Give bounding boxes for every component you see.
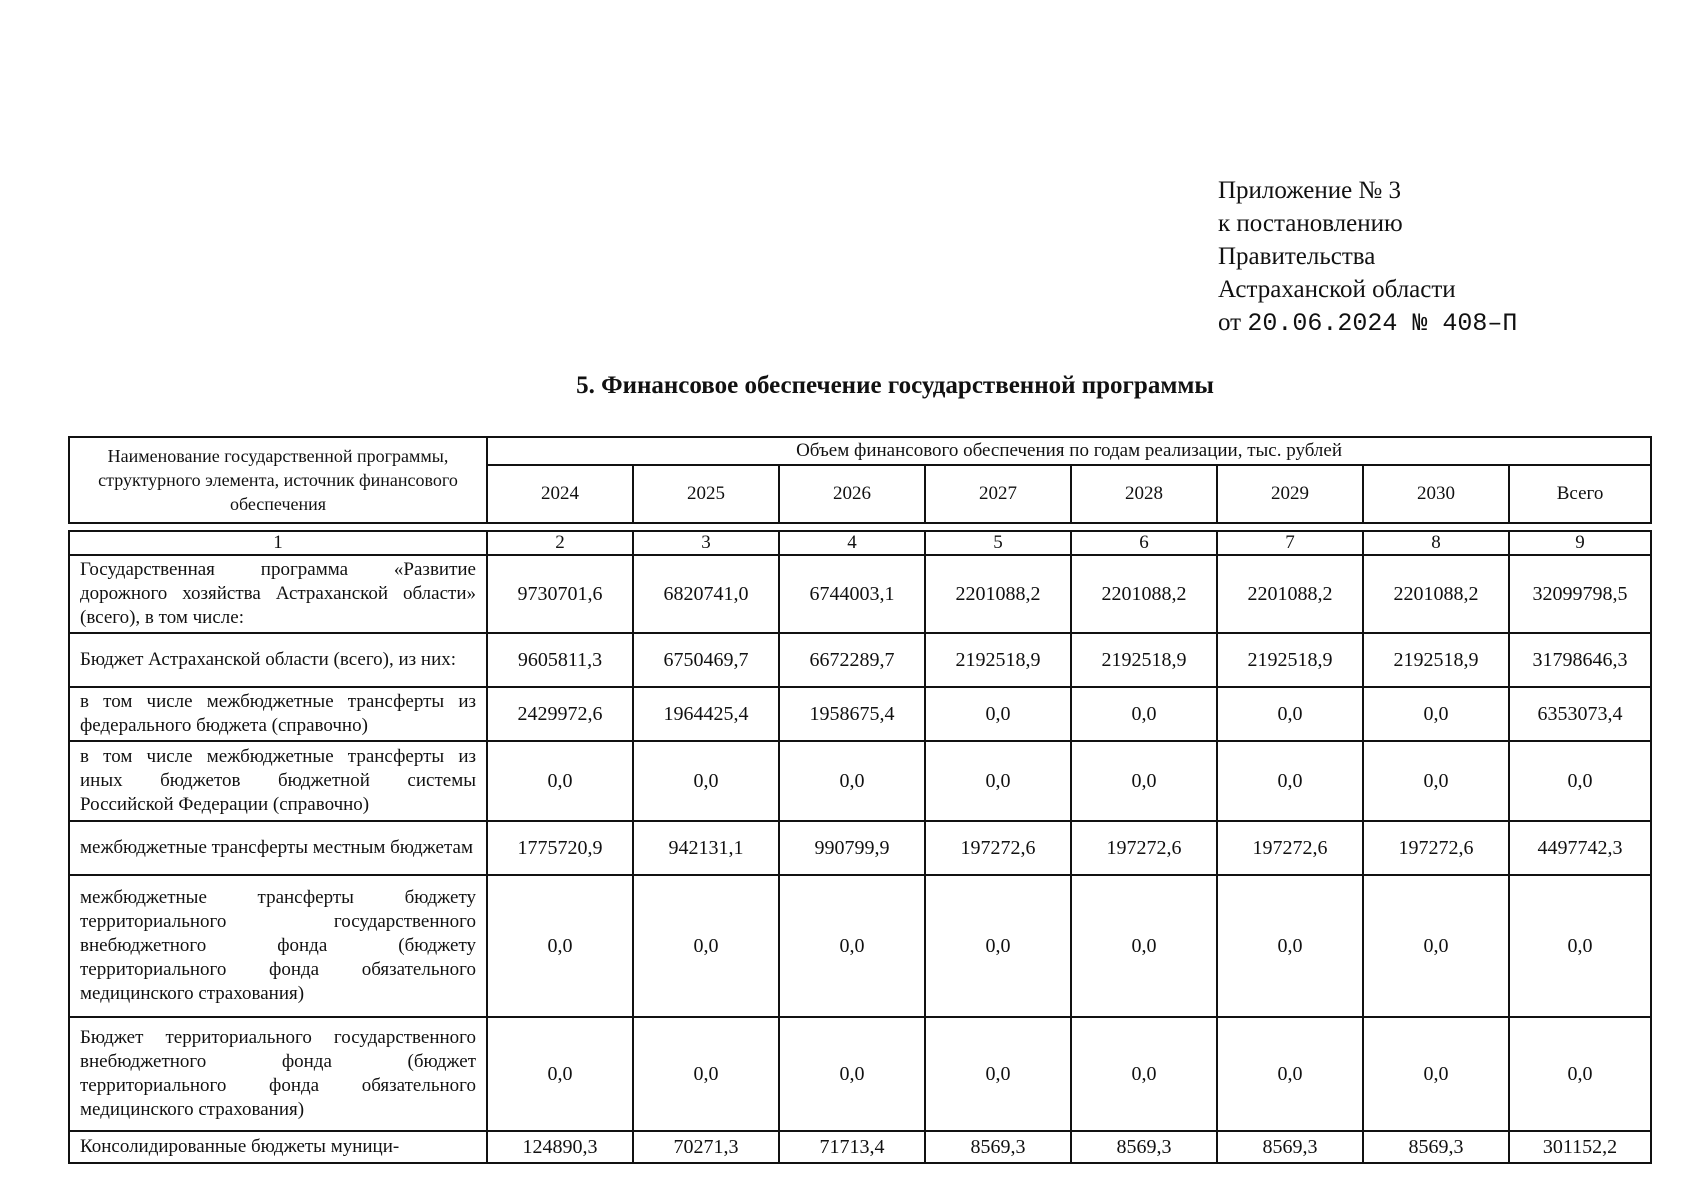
row-name-cell: Консолидированные бюджеты муници- (69, 1131, 487, 1163)
year-value-cell: 197272,6 (1217, 821, 1363, 875)
year-value-cell: 2192518,9 (925, 633, 1071, 687)
total-value-cell: 4497742,3 (1509, 821, 1651, 875)
financing-table (68, 530, 1652, 1164)
year-value-cell: 0,0 (779, 875, 925, 1017)
financing-group-header: Объем финансового обеспечения по годам реализации, тыс. рублей (487, 437, 1651, 465)
table-row (69, 821, 1651, 875)
year-header: 2030 (1363, 465, 1509, 523)
year-value-cell: 197272,6 (1071, 821, 1217, 875)
year-value-cell: 2192518,9 (1071, 633, 1217, 687)
year-value-cell: 8569,3 (1363, 1131, 1509, 1163)
total-value-cell: 31798646,3 (1509, 633, 1651, 687)
year-value-cell: 0,0 (1217, 1017, 1363, 1131)
year-header: 2024 (487, 465, 633, 523)
total-value-cell: 0,0 (1509, 1017, 1651, 1131)
column-number: 3 (633, 531, 779, 555)
year-header: 2027 (925, 465, 1071, 523)
appendix-date-number: 20.06.2024 № 408–П (1247, 309, 1518, 338)
total-value-cell: 301152,2 (1509, 1131, 1651, 1163)
year-value-cell: 0,0 (1071, 875, 1217, 1017)
name-column-header: Наименование государственной программы, структурного элемента, источник финансового обеспечения (69, 437, 487, 523)
year-value-cell: 2201088,2 (1071, 555, 1217, 633)
table-row (69, 1017, 1651, 1131)
column-number: 4 (779, 531, 925, 555)
year-value-cell: 197272,6 (925, 821, 1071, 875)
year-value-cell: 124890,3 (487, 1131, 633, 1163)
year-value-cell: 1964425,4 (633, 687, 779, 741)
year-value-cell: 0,0 (487, 875, 633, 1017)
year-value-cell: 0,0 (1363, 687, 1509, 741)
year-value-cell: 0,0 (779, 1017, 925, 1131)
year-value-cell: 0,0 (487, 1017, 633, 1131)
year-value-cell: 2192518,9 (1217, 633, 1363, 687)
year-value-cell: 0,0 (1071, 687, 1217, 741)
year-value-cell: 0,0 (925, 741, 1071, 821)
total-header: Всего (1509, 465, 1651, 523)
column-number-row (69, 531, 1651, 555)
appendix-block (1218, 174, 1517, 340)
row-name-cell: в том числе межбюджетные трансферты из иных бюджетов бюджетной системы Российской Федерации (справочно) (69, 741, 487, 821)
year-header: 2028 (1071, 465, 1217, 523)
year-header: 2025 (633, 465, 779, 523)
column-number: 1 (69, 531, 487, 555)
year-value-cell: 0,0 (487, 741, 633, 821)
table-row (69, 875, 1651, 1017)
year-header: 2026 (779, 465, 925, 523)
table-row (69, 741, 1651, 821)
column-number: 5 (925, 531, 1071, 555)
row-name-cell: Бюджет территориального государственного внебюджетного фонда (бюджет территориального фонда обязательного медицинского страхования) (69, 1017, 487, 1131)
table-header (68, 436, 1652, 524)
column-number: 7 (1217, 531, 1363, 555)
row-name-cell: Государственная программа «Развитие дорожного хозяйства Астраханской области» (всего), в том числе: (69, 555, 487, 633)
year-value-cell: 0,0 (779, 741, 925, 821)
year-value-cell: 0,0 (925, 1017, 1071, 1131)
year-value-cell: 0,0 (633, 875, 779, 1017)
year-value-cell: 2201088,2 (1363, 555, 1509, 633)
year-value-cell: 0,0 (925, 687, 1071, 741)
total-value-cell: 0,0 (1509, 875, 1651, 1017)
year-value-cell: 0,0 (1217, 875, 1363, 1017)
year-value-cell: 71713,4 (779, 1131, 925, 1163)
year-value-cell: 1775720,9 (487, 821, 633, 875)
row-name-cell: межбюджетные трансферты местным бюджетам (69, 821, 487, 875)
column-number: 8 (1363, 531, 1509, 555)
year-value-cell: 0,0 (1363, 741, 1509, 821)
column-number: 6 (1071, 531, 1217, 555)
year-value-cell: 6672289,7 (779, 633, 925, 687)
appendix-line-1: Приложение № 3 (1218, 177, 1402, 204)
row-name-cell: в том числе межбюджетные трансферты из федерального бюджета (справочно) (69, 687, 487, 741)
year-value-cell: 8569,3 (1217, 1131, 1363, 1163)
year-value-cell: 6750469,7 (633, 633, 779, 687)
year-value-cell: 0,0 (633, 1017, 779, 1131)
appendix-line-2: к постановлению (1218, 210, 1403, 237)
year-value-cell: 2201088,2 (1217, 555, 1363, 633)
total-value-cell: 32099798,5 (1509, 555, 1651, 633)
year-value-cell: 0,0 (1363, 875, 1509, 1017)
year-value-cell: 0,0 (1363, 1017, 1509, 1131)
appendix-line-5 (1218, 306, 1517, 340)
year-header: 2029 (1217, 465, 1363, 523)
year-value-cell: 0,0 (925, 875, 1071, 1017)
appendix-date-prefix: от (1218, 309, 1242, 336)
year-value-cell: 6744003,1 (779, 555, 925, 633)
year-value-cell: 0,0 (1071, 741, 1217, 821)
year-value-cell: 0,0 (1071, 1017, 1217, 1131)
year-value-cell: 2201088,2 (925, 555, 1071, 633)
year-value-cell: 942131,1 (633, 821, 779, 875)
total-value-cell: 6353073,4 (1509, 687, 1651, 741)
row-name-cell: Бюджет Астраханской области (всего), из них: (69, 633, 487, 687)
year-value-cell: 1958675,4 (779, 687, 925, 741)
year-value-cell: 0,0 (633, 741, 779, 821)
year-value-cell: 197272,6 (1363, 821, 1509, 875)
total-value-cell: 0,0 (1509, 741, 1651, 821)
year-value-cell: 9730701,6 (487, 555, 633, 633)
appendix-line-4: Астраханской области (1218, 276, 1456, 303)
year-value-cell: 70271,3 (633, 1131, 779, 1163)
year-value-cell: 0,0 (1217, 687, 1363, 741)
table-row (69, 633, 1651, 687)
row-name-cell: межбюджетные трансферты бюджету территориального государственного внебюджетного фонда (бюджету территориального фонда обязательного медицинского страхования) (69, 875, 487, 1017)
table-row (69, 555, 1651, 633)
year-value-cell: 2192518,9 (1363, 633, 1509, 687)
year-value-cell: 8569,3 (925, 1131, 1071, 1163)
appendix-line-3: Правительства (1218, 243, 1376, 270)
year-value-cell: 8569,3 (1071, 1131, 1217, 1163)
column-number: 2 (487, 531, 633, 555)
year-value-cell: 2429972,6 (487, 687, 633, 741)
column-number: 9 (1509, 531, 1651, 555)
year-value-cell: 9605811,3 (487, 633, 633, 687)
year-value-cell: 990799,9 (779, 821, 925, 875)
table-row (69, 687, 1651, 741)
document-title: 5. Финансовое обеспечение государственной программы (576, 372, 1214, 399)
table-row (69, 1131, 1651, 1163)
year-value-cell: 0,0 (1217, 741, 1363, 821)
year-value-cell: 6820741,0 (633, 555, 779, 633)
